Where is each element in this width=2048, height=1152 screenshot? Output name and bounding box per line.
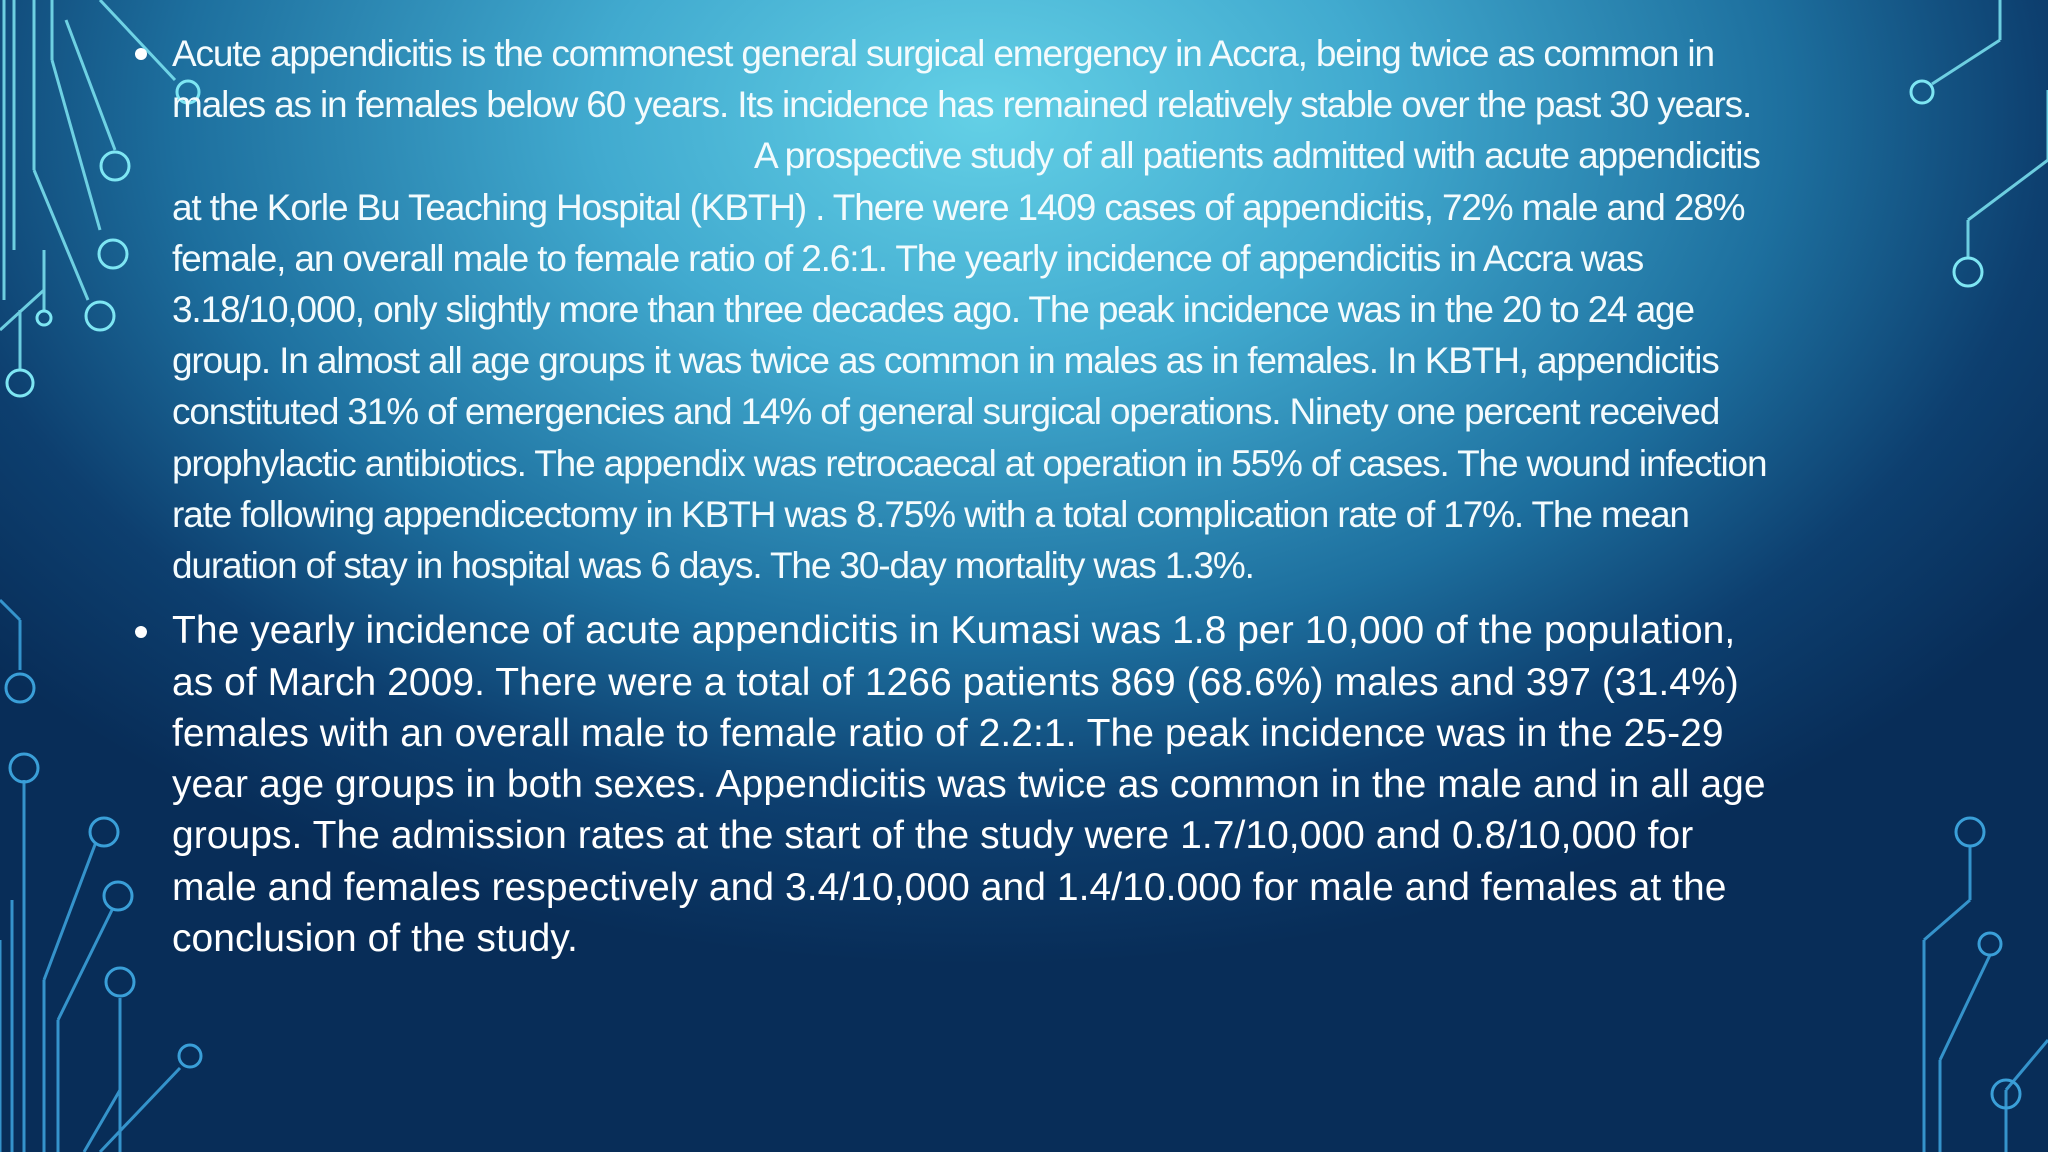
bullet-dot-icon (135, 626, 147, 638)
bullet-kumasi-text: The yearly incidence of acute appendicitis in Kumasi was 1.8 per 10,000 of the population, as of March 2009. There were a total of 1266 patients 869 (68.6%) males and 397 (31.4%) females with an overall male to female ratio of 2.2:1. The peak incidence was in the 25-29 year age groups in both sexes. Appendicitis was twice as common in the male and in all age groups. The admission rates at the start of the study were 1.7/10,000 and 0.8/10,000 for male and females respectively and 3.4/10,000 and 1.4/10.000 for male and females at the conclusion of the study. (172, 609, 1766, 961)
bullet-kumasi-study (130, 605, 1770, 964)
bullet-accra-text (172, 28, 1770, 591)
bullet-accra-text-part1: Acute appendicitis is the commonest general surgical emergency in Accra, being twice as common in males as in females below 60 years. Its incidence has remained relatively stable over the past 30 years. (172, 33, 1752, 126)
circuit-nodes-right-bottom (1956, 818, 2020, 1108)
slide-bullet-list (130, 28, 1770, 964)
circuit-lines-right-bottom (1924, 846, 2048, 1152)
bullet-accra-study (130, 28, 1770, 591)
circuit-nodes-right-top (1911, 81, 1982, 286)
bullet-dot-icon (135, 48, 147, 60)
bullet-accra-text-part2: A prospective study of all patients admitted with acute appendicitis at the Korle Bu Teaching Hospital (KBTH) . There were 1409 cases of appendicitis, 72% male and 28% female, an overall male to female ratio of 2.6:1. The yearly incidence of appendicitis in Accra was 3.18/10,000, only slightly more than three decades ago. The peak incidence was in the 20 to 24 age group. In almost all age groups it was twice as common in males as in females. In KBTH, appendicitis constituted 31% of emergencies and 14% of general surgical operations. Ninety one percent received prophylactic antibiotics. The appendix was retrocaecal at operation in 55% of cases. The wound infection rate following appendicectomy in KBTH was 8.75% with a total complication rate of 17%. The mean duration of stay in hospital was 6 days. The 30-day mortality was 1.3%. (172, 135, 1767, 587)
circuit-lines-right-top (1932, 0, 2048, 258)
